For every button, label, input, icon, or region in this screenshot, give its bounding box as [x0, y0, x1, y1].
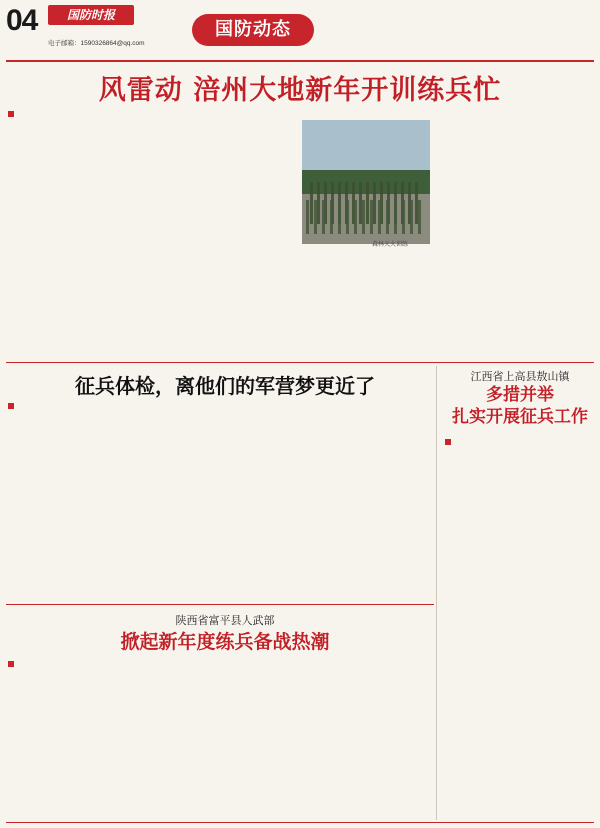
byline-marker-icon — [8, 111, 14, 117]
masthead — [0, 0, 600, 64]
sidebar-headline-line2: 扎实开展征兵工作 — [452, 407, 588, 427]
story1-byline — [8, 110, 17, 119]
section-title: 国防动态 — [215, 19, 291, 40]
masthead-rule — [6, 60, 594, 62]
sidebar-headline-line1: 多措并举 — [486, 385, 554, 405]
sidebar-headline — [440, 384, 600, 428]
story3-byline — [8, 660, 17, 669]
story1-photo-caption: 森林灭火训练 — [372, 242, 409, 248]
email-line: 电子邮箱：1590326864@qq.com — [48, 40, 145, 47]
page-number: 04 — [6, 4, 38, 37]
sidebar-kicker: 江西省上高县敖山镇 — [470, 370, 570, 383]
story2-headline: 征兵体检，离他们的军营梦更近了 — [75, 374, 375, 398]
section-divider — [6, 362, 594, 363]
sidebar-byline — [445, 438, 454, 447]
section-tab — [192, 14, 314, 46]
newspaper-logo — [48, 5, 134, 25]
story3-headline: 掀起新年度练兵备战热潮 — [120, 631, 330, 653]
newspaper-logo-text: 国防时报 — [66, 8, 115, 22]
section-divider — [6, 604, 434, 605]
bottom-rule — [6, 822, 594, 823]
story1-photo — [302, 120, 430, 244]
sidebar-divider — [436, 366, 437, 820]
story3-kicker: 陕西省富平县人武部 — [175, 614, 275, 627]
story2-byline — [8, 402, 17, 411]
byline-marker-icon — [445, 439, 451, 445]
photo-soldiers-row — [306, 200, 426, 234]
byline-marker-icon — [8, 661, 14, 667]
story1-headline: 风雷动 涪州大地新年开训练兵忙 — [98, 75, 502, 106]
byline-marker-icon — [8, 403, 14, 409]
